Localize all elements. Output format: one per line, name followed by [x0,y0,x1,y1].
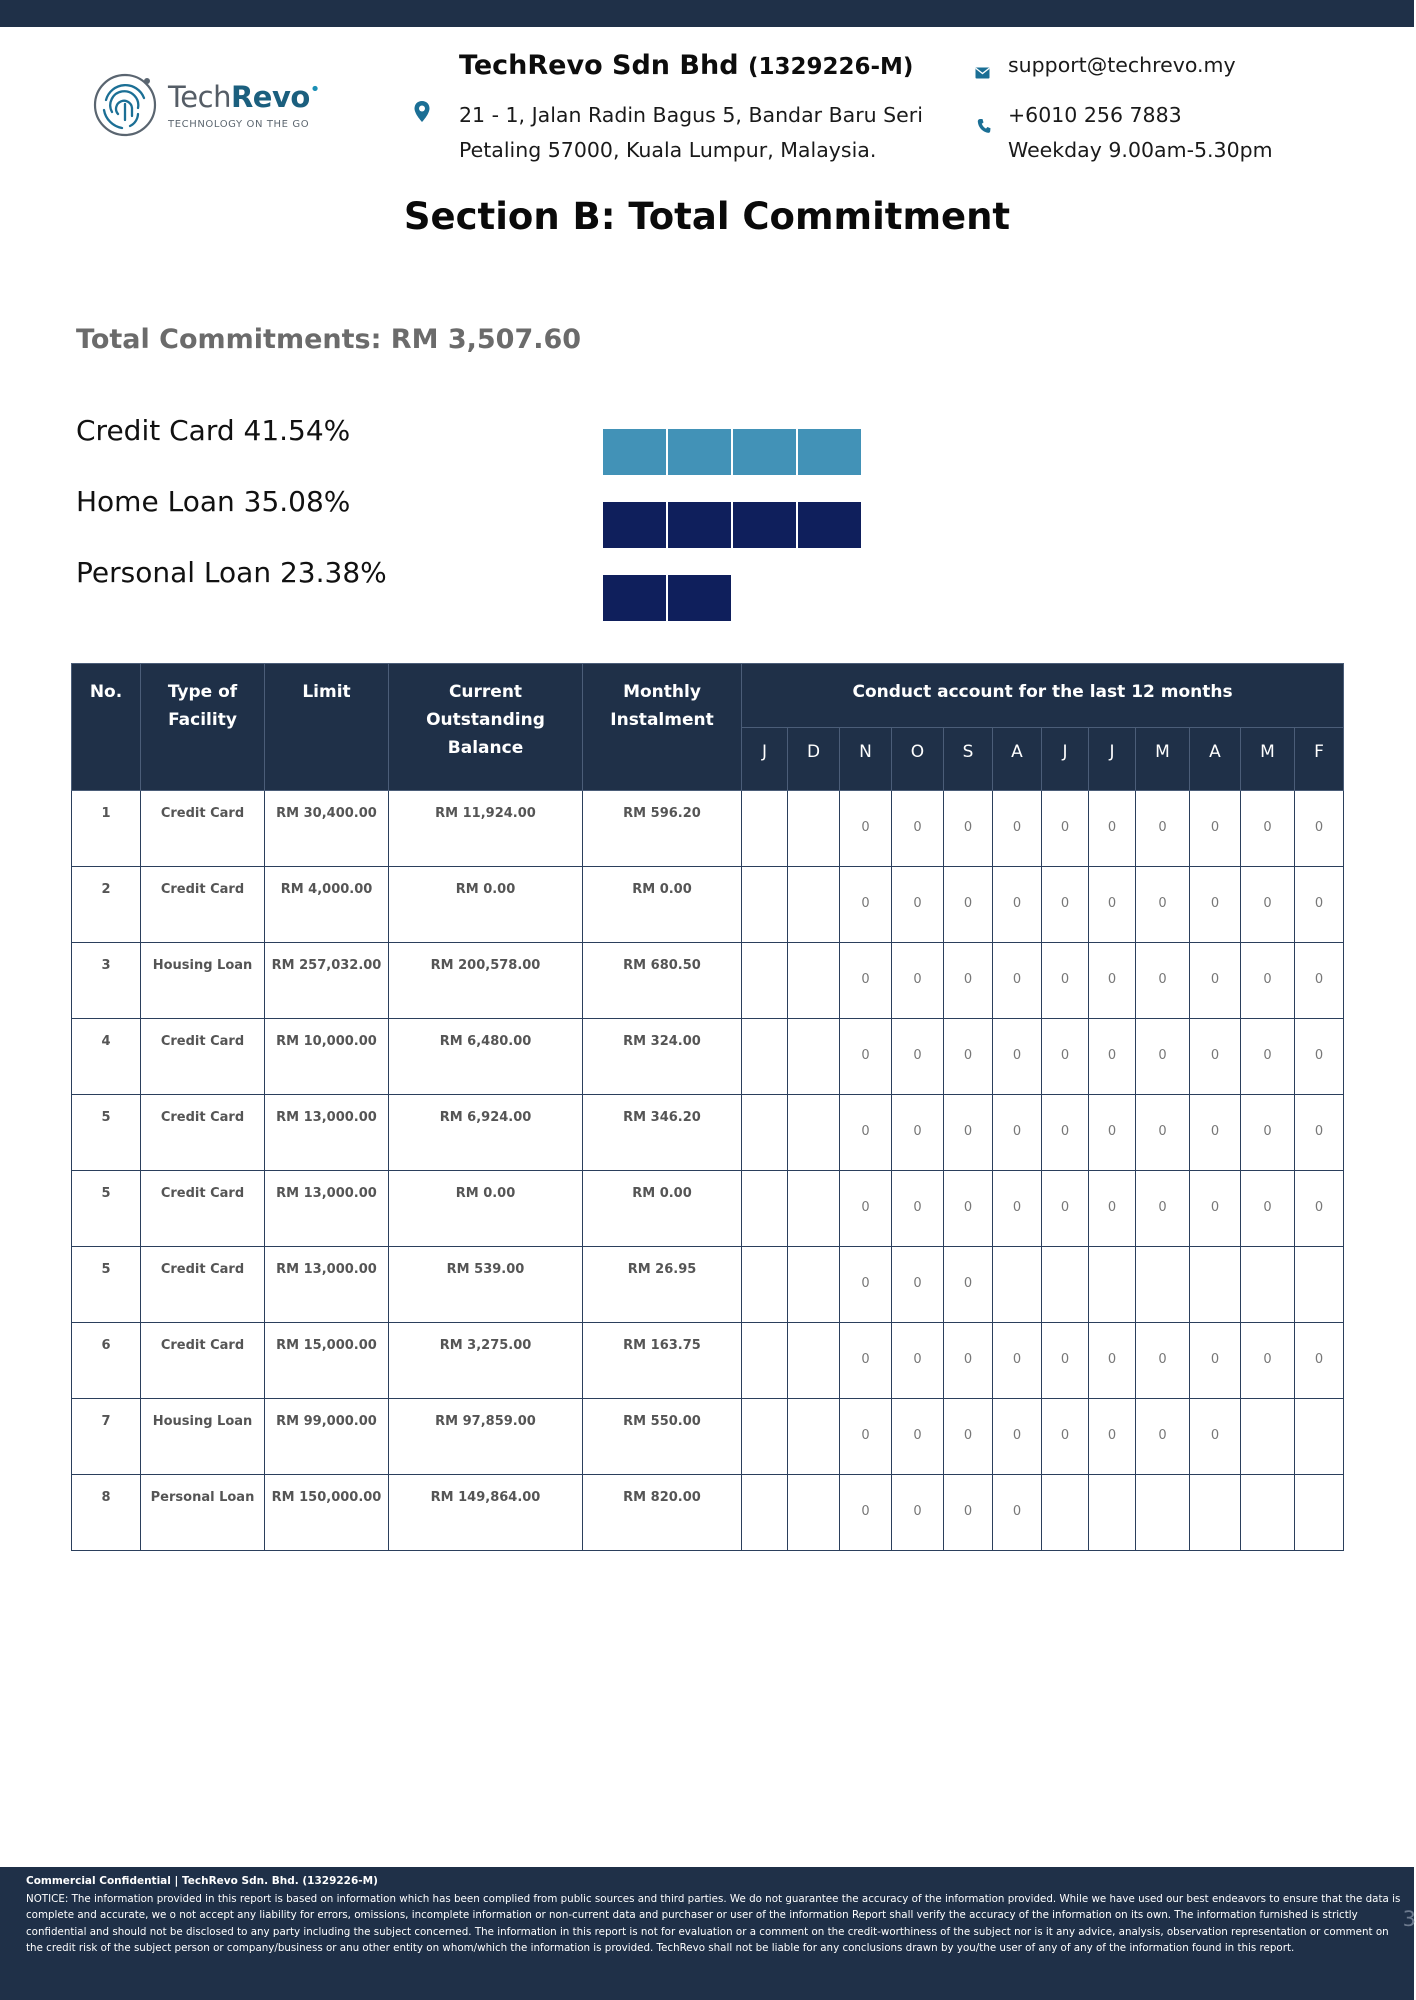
conduct-cell [742,943,788,1019]
cell-balance: RM 11,924.00 [389,791,583,867]
conduct-cell: 0 [1136,1019,1190,1095]
footer [0,1867,1414,2000]
month-header: S [944,728,993,791]
conduct-cell [1042,1475,1089,1551]
conduct-cell: 0 [1042,1323,1089,1399]
conduct-cell: 0 [840,867,892,943]
table-row [72,791,1344,867]
cell-type: Credit Card [141,1019,265,1095]
month-header: A [1190,728,1241,791]
conduct-cell: 0 [1042,1095,1089,1171]
cell-balance: RM 539.00 [389,1247,583,1323]
cell-balance: RM 97,859.00 [389,1399,583,1475]
conduct-cell: 0 [1136,1323,1190,1399]
conduct-cell: 0 [1190,791,1241,867]
table-row [72,1399,1344,1475]
conduct-cell: 0 [1190,867,1241,943]
conduct-cell: 0 [1241,1019,1295,1095]
conduct-cell [788,1399,840,1475]
conduct-cell [788,1171,840,1247]
cell-instalment: RM 26.95 [583,1247,742,1323]
fingerprint-logo-icon [92,70,158,140]
mail-icon [975,67,990,79]
cell-balance: RM 149,864.00 [389,1475,583,1551]
conduct-cell: 0 [840,1323,892,1399]
conduct-cell [1190,1247,1241,1323]
conduct-cell: 0 [944,791,993,867]
conduct-cell: 0 [1190,1323,1241,1399]
conduct-cell: 0 [993,1475,1042,1551]
home-loan-share-label: Home Loan 35.08% [76,485,351,518]
conduct-cell: 0 [1136,867,1190,943]
conduct-cell: 0 [840,1399,892,1475]
cell-limit: RM 13,000.00 [265,1247,389,1323]
cell-balance: RM 6,480.00 [389,1019,583,1095]
conduct-cell [788,1247,840,1323]
conduct-cell [1295,1399,1344,1475]
conduct-cell: 0 [1190,1019,1241,1095]
conduct-cell: 0 [944,943,993,1019]
conduct-cell: 0 [944,1171,993,1247]
conduct-cell: 0 [892,1475,944,1551]
conduct-cell: 0 [993,1171,1042,1247]
cell-type: Credit Card [141,1247,265,1323]
conduct-cell: 0 [944,1019,993,1095]
share-block [668,502,731,548]
cell-type: Credit Card [141,1323,265,1399]
share-block [603,575,666,621]
conduct-cell: 0 [1295,1095,1344,1171]
conduct-cell: 0 [1042,791,1089,867]
conduct-cell: 0 [1042,1171,1089,1247]
contact-phone: +6010 256 7883 Weekday 9.00am-5.30pm [1008,103,1273,162]
header-instalment: Monthly Instalment [583,664,742,791]
share-block [733,502,796,548]
month-header: F [1295,728,1344,791]
table-row [72,1247,1344,1323]
conduct-cell: 0 [1241,943,1295,1019]
month-header: O [892,728,944,791]
conduct-cell: 0 [944,1095,993,1171]
section-title: Section B: Total Commitment [403,195,1011,238]
conduct-cell: 0 [1089,867,1136,943]
commitment-table [71,663,1344,1551]
conduct-cell: 0 [1089,1323,1136,1399]
conduct-cell: 0 [1295,1323,1344,1399]
conduct-cell: 0 [892,1247,944,1323]
conduct-cell [788,1019,840,1095]
footer-notice: NOTICE: The information provided in this report is based on information which has been complied from public sources and third parties. We do not guarantee the accuracy of the information provided. While we have used our best endeavors to ensure that the data is complete and accurate, we o not accept any liability for errors, omissions, incomplete information or non-current data and purchaser or user of the information Report shall verify the accuracy of the information on its own. The information furnished is strictly confidential and should not be disclosed to any party including the subject concerned. The information in this report is not for evaluation or a comment on the credit-worthiness of the subject nor is it any advice, analysis, observation representation or comment on the credit risk of the subject person or company/business or anu other entity on whom/which the information is provided. TechRevo shall not be liable for any conclusions drawn by you/the user of any of any of the information found in this report. [26,1893,1401,1954]
conduct-cell: 0 [892,1399,944,1475]
logo-tagline: TECHNOLOGY ON THE GO [168,119,310,130]
conduct-cell: 0 [1241,791,1295,867]
conduct-cell: 0 [1136,791,1190,867]
conduct-cell [1136,1247,1190,1323]
cell-type: Credit Card [141,1171,265,1247]
footer-title: Commercial Confidential | TechRevo Sdn. Bhd. (1329226-M) [26,1875,378,1887]
conduct-cell: 0 [1190,1171,1241,1247]
conduct-cell [1295,1247,1344,1323]
conduct-cell [1089,1475,1136,1551]
cell-limit: RM 257,032.00 [265,943,389,1019]
conduct-cell: 0 [1089,791,1136,867]
conduct-cell [742,1475,788,1551]
cell-type: Credit Card [141,791,265,867]
conduct-cell: 0 [1190,943,1241,1019]
cell-no: 3 [72,943,141,1019]
table-row [72,1475,1344,1551]
month-header: D [788,728,840,791]
cell-balance: RM 3,275.00 [389,1323,583,1399]
conduct-cell: 0 [892,791,944,867]
cell-limit: RM 10,000.00 [265,1019,389,1095]
cell-balance: RM 6,924.00 [389,1095,583,1171]
cell-no: 8 [72,1475,141,1551]
share-block [798,429,861,475]
conduct-cell: 0 [840,1019,892,1095]
conduct-cell: 0 [892,1019,944,1095]
header-type: Type of Facility [141,664,265,791]
conduct-cell: 0 [840,1247,892,1323]
home-loan-share-bar [603,502,863,548]
table-row [72,867,1344,943]
conduct-cell [742,791,788,867]
conduct-cell: 0 [993,1095,1042,1171]
cell-no: 5 [72,1095,141,1171]
conduct-cell: 0 [944,1399,993,1475]
conduct-cell: 0 [993,1323,1042,1399]
conduct-cell: 0 [1295,943,1344,1019]
share-block [603,502,666,548]
conduct-cell [742,1399,788,1475]
cell-instalment: RM 550.00 [583,1399,742,1475]
company-name: TechRevo Sdn Bhd (1329226-M) [459,50,914,81]
cell-balance: RM 200,578.00 [389,943,583,1019]
table-row [72,943,1344,1019]
conduct-cell: 0 [1295,1019,1344,1095]
conduct-cell [1241,1247,1295,1323]
cell-type: Housing Loan [141,1399,265,1475]
conduct-cell: 0 [892,943,944,1019]
conduct-cell: 0 [944,1475,993,1551]
logo-wordmark: TechRevo• [168,79,320,114]
cell-no: 5 [72,1171,141,1247]
conduct-cell: 0 [1295,867,1344,943]
cell-instalment: RM 0.00 [583,867,742,943]
cell-limit: RM 13,000.00 [265,1171,389,1247]
conduct-cell: 0 [1241,867,1295,943]
cell-no: 1 [72,791,141,867]
conduct-cell [1042,1247,1089,1323]
conduct-cell: 0 [840,1171,892,1247]
conduct-cell [742,1247,788,1323]
share-block [668,429,731,475]
conduct-cell [1241,1475,1295,1551]
conduct-cell: 0 [993,1399,1042,1475]
conduct-cell [1241,1399,1295,1475]
month-header: M [1136,728,1190,791]
cell-instalment: RM 324.00 [583,1019,742,1095]
share-block [603,429,666,475]
cell-no: 4 [72,1019,141,1095]
header-no: No. [72,664,141,791]
cell-instalment: RM 0.00 [583,1171,742,1247]
cell-limit: RM 13,000.00 [265,1095,389,1171]
cell-limit: RM 99,000.00 [265,1399,389,1475]
conduct-cell: 0 [1042,1399,1089,1475]
conduct-cell: 0 [1241,1323,1295,1399]
conduct-cell [742,1019,788,1095]
conduct-cell [1136,1475,1190,1551]
conduct-cell: 0 [892,1171,944,1247]
conduct-cell: 0 [1136,1095,1190,1171]
cell-instalment: RM 680.50 [583,943,742,1019]
conduct-cell [788,943,840,1019]
conduct-cell: 0 [1136,1171,1190,1247]
conduct-cell: 0 [944,867,993,943]
cell-no: 6 [72,1323,141,1399]
conduct-cell: 0 [1241,1171,1295,1247]
conduct-cell: 0 [993,1019,1042,1095]
conduct-cell: 0 [1190,1399,1241,1475]
share-block [798,502,861,548]
conduct-cell: 0 [1241,1095,1295,1171]
month-header: M [1241,728,1295,791]
conduct-cell: 0 [1136,1399,1190,1475]
cell-limit: RM 15,000.00 [265,1323,389,1399]
conduct-cell: 0 [1089,1399,1136,1475]
conduct-cell [742,1323,788,1399]
conduct-cell [788,1323,840,1399]
total-commitments: Total Commitments: RM 3,507.60 [76,324,582,355]
share-block [668,575,731,621]
conduct-cell: 0 [840,1475,892,1551]
table-row [72,1171,1344,1247]
conduct-cell: 0 [993,791,1042,867]
conduct-cell [993,1247,1042,1323]
conduct-cell [742,1095,788,1171]
conduct-cell: 0 [1136,943,1190,1019]
conduct-cell: 0 [993,943,1042,1019]
cell-type: Credit Card [141,867,265,943]
conduct-cell: 0 [944,1247,993,1323]
cell-instalment: RM 346.20 [583,1095,742,1171]
company-address: 21 - 1, Jalan Radin Bagus 5, Bandar Baru Seri Petaling 57000, Kuala Lumpur, Malaysia. [459,103,923,162]
cell-no: 5 [72,1247,141,1323]
cell-limit: RM 4,000.00 [265,867,389,943]
cell-instalment: RM 596.20 [583,791,742,867]
commitment-table-body [72,791,1344,1551]
conduct-cell: 0 [892,1323,944,1399]
conduct-cell: 0 [1089,1171,1136,1247]
header-balance: Current Outstanding Balance [389,664,583,791]
cell-instalment: RM 820.00 [583,1475,742,1551]
personal-loan-share-label: Personal Loan 23.38% [76,556,387,589]
conduct-cell [788,1095,840,1171]
company-logo [92,70,320,140]
month-header: J [1042,728,1089,791]
cell-balance: RM 0.00 [389,1171,583,1247]
conduct-cell [788,867,840,943]
cell-no: 7 [72,1399,141,1475]
cell-limit: RM 150,000.00 [265,1475,389,1551]
conduct-cell: 0 [944,1323,993,1399]
month-header: J [1089,728,1136,791]
page-number: 3 [1402,1907,1416,1931]
share-block [733,429,796,475]
header-conduct: Conduct account for the last 12 months [742,664,1344,728]
month-header: A [993,728,1042,791]
conduct-cell [788,1475,840,1551]
conduct-cell: 0 [1295,1171,1344,1247]
conduct-cell: 0 [840,943,892,1019]
conduct-cell: 0 [892,867,944,943]
location-pin-icon [413,100,431,124]
conduct-cell: 0 [1042,943,1089,1019]
conduct-cell: 0 [993,867,1042,943]
cell-type: Personal Loan [141,1475,265,1551]
month-header: N [840,728,892,791]
top-bar [0,0,1414,27]
cell-instalment: RM 163.75 [583,1323,742,1399]
cell-no: 2 [72,867,141,943]
conduct-cell [788,791,840,867]
support-email[interactable]: support@techrevo.my [1008,53,1236,77]
conduct-cell [742,867,788,943]
conduct-cell: 0 [1295,791,1344,867]
credit-card-share-bar [603,429,863,475]
conduct-cell: 0 [1042,1019,1089,1095]
cell-type: Housing Loan [141,943,265,1019]
conduct-cell: 0 [1042,867,1089,943]
conduct-cell: 0 [840,1095,892,1171]
conduct-cell: 0 [1190,1095,1241,1171]
table-row [72,1019,1344,1095]
conduct-cell [742,1171,788,1247]
table-row [72,1095,1344,1171]
cell-balance: RM 0.00 [389,867,583,943]
conduct-cell [1089,1247,1136,1323]
header-limit: Limit [265,664,389,791]
conduct-cell: 0 [840,791,892,867]
conduct-cell [1190,1475,1241,1551]
phone-icon [977,118,991,134]
cell-limit: RM 30,400.00 [265,791,389,867]
table-row [72,1323,1344,1399]
conduct-cell: 0 [1089,1019,1136,1095]
month-header: J [742,728,788,791]
cell-type: Credit Card [141,1095,265,1171]
credit-card-share-label: Credit Card 41.54% [76,414,351,447]
conduct-cell: 0 [892,1095,944,1171]
conduct-cell [1295,1475,1344,1551]
conduct-cell: 0 [1089,1095,1136,1171]
personal-loan-share-bar [603,575,733,621]
conduct-cell: 0 [1089,943,1136,1019]
